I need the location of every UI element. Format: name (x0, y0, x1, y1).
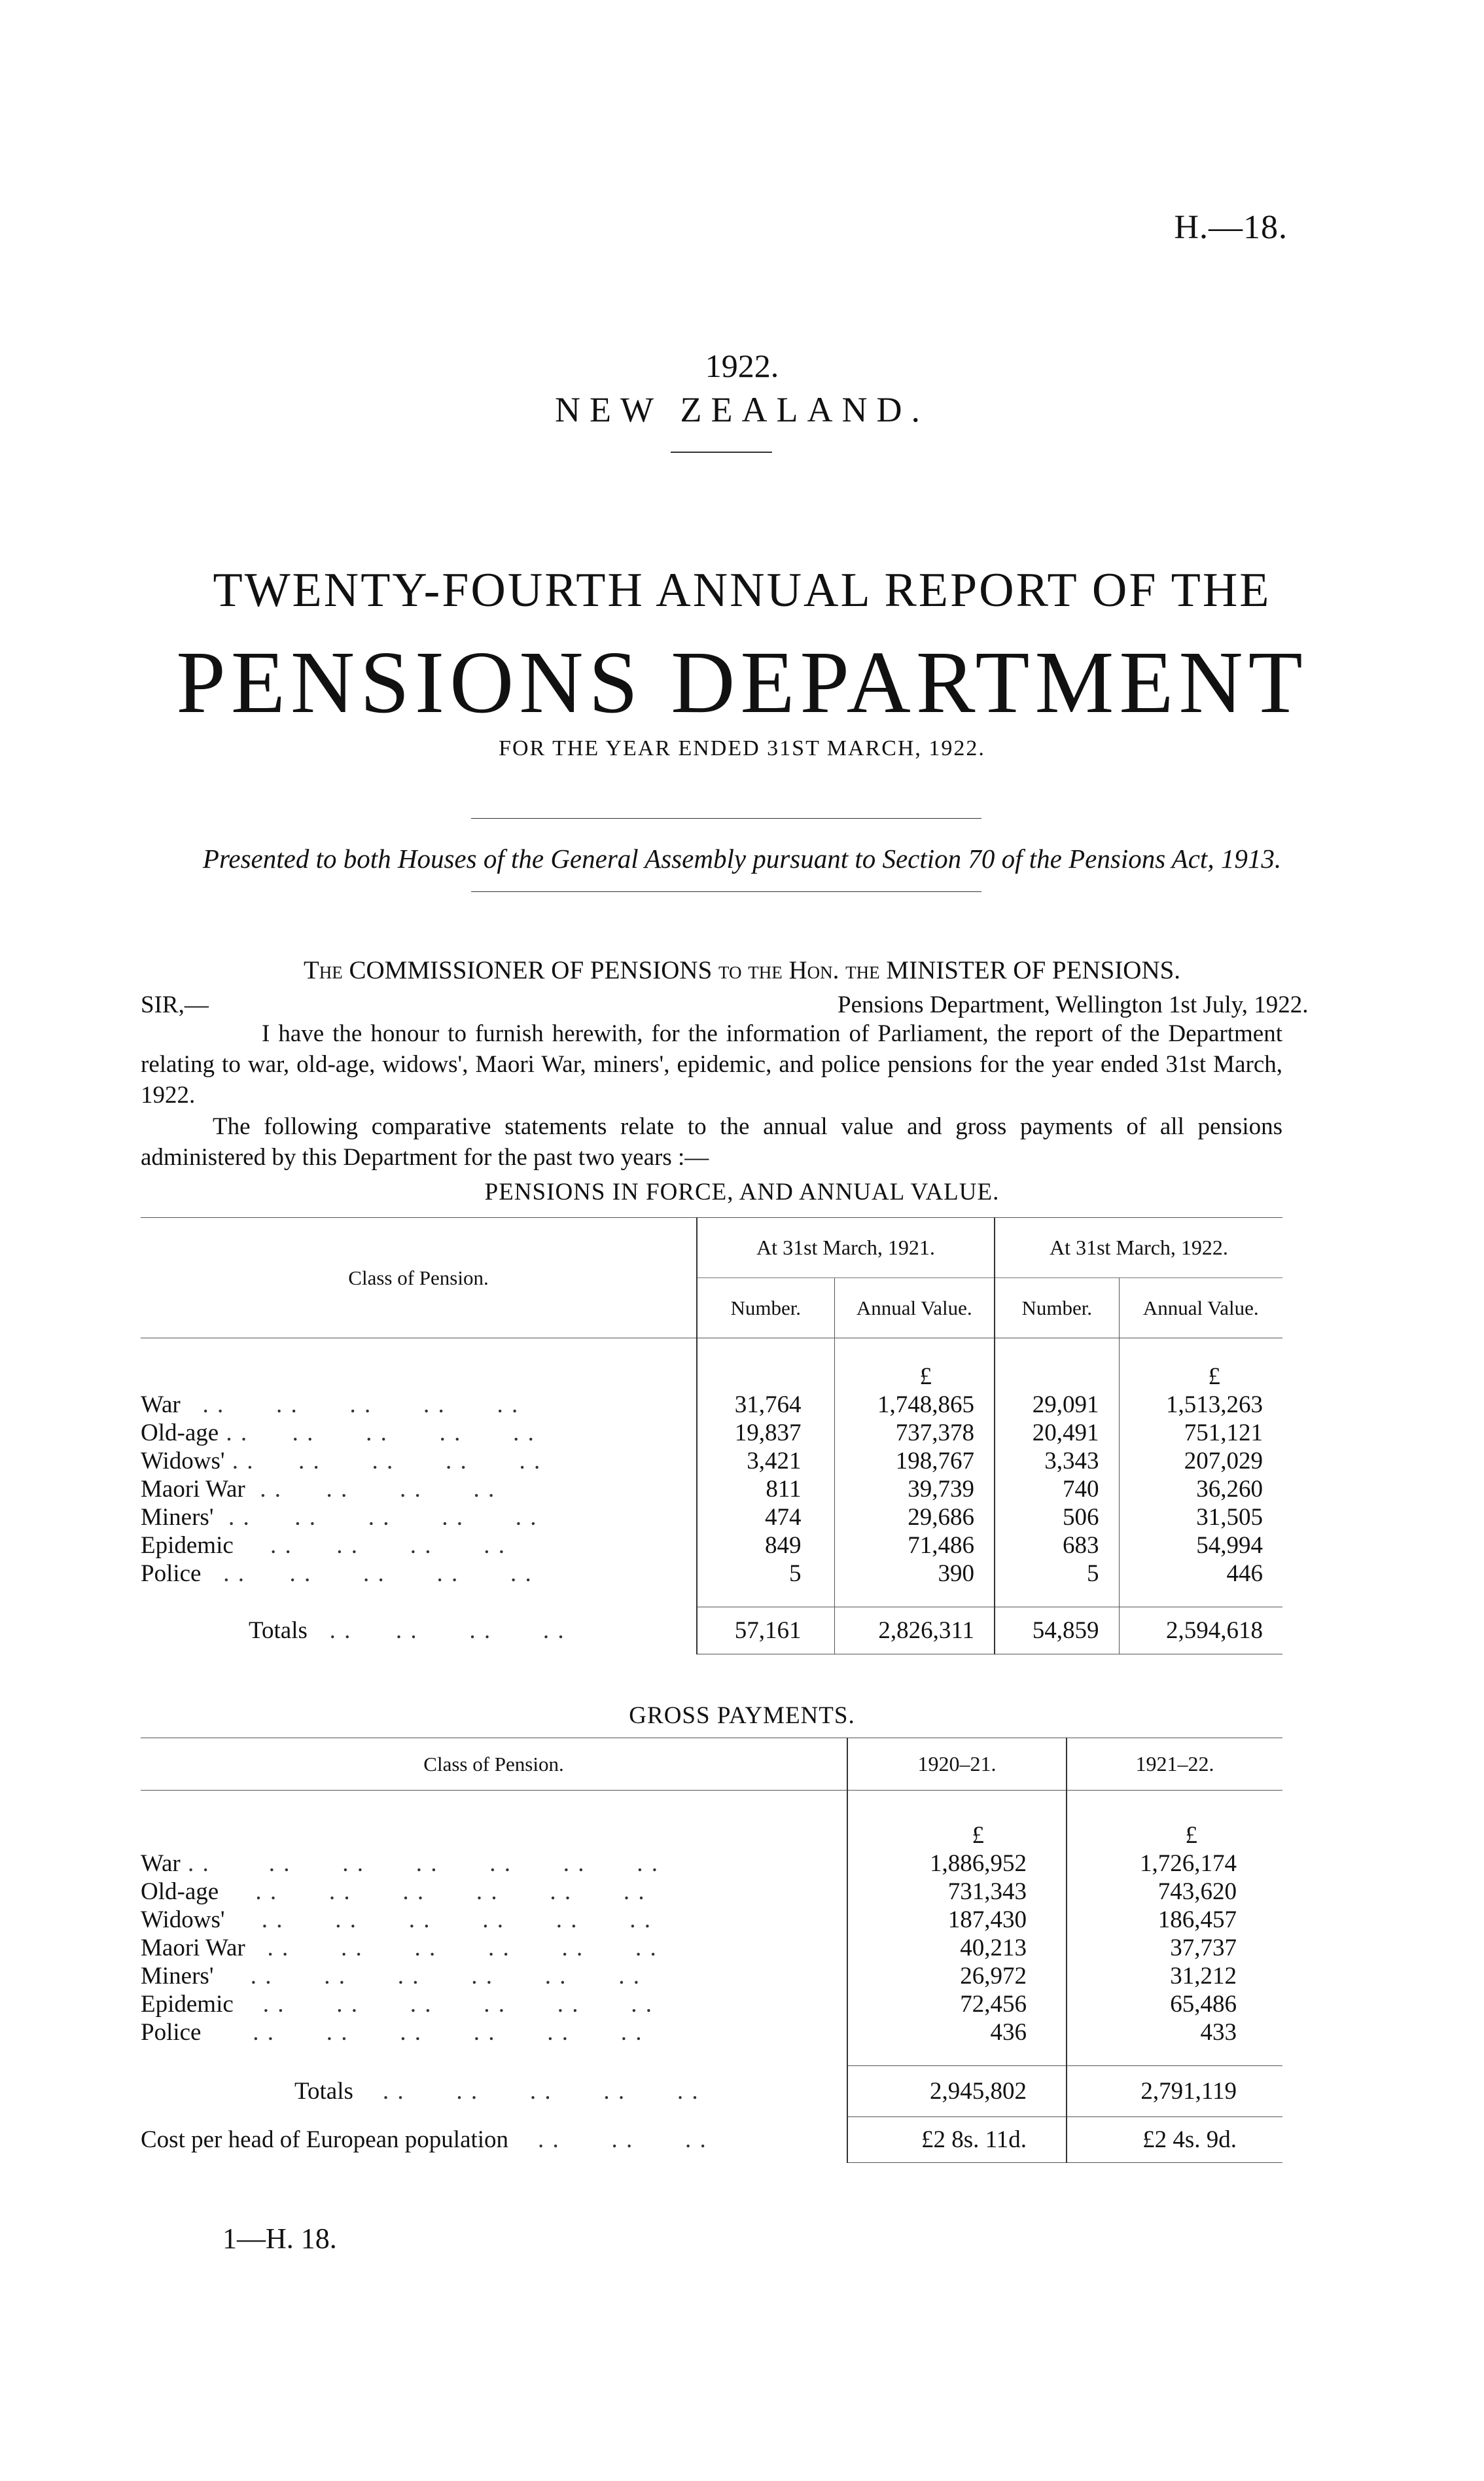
table-row: Police . . . . . . . . . . . . 436 433 (141, 2018, 1282, 2046)
table-row: War . . . . . . . . . . . . . . 1,886,952 1,726,174 (141, 1849, 1282, 1878)
number-cell: 5 (995, 1560, 1119, 1588)
year-1921-22-header: 1921–22. (1067, 1738, 1282, 1791)
table-row: Maori War . . . . . . . . . . . . 40,213 37,737 (141, 1934, 1282, 1962)
total-payment-cell: 2,791,119 (1067, 2066, 1282, 2117)
value-cell: 71,486 (834, 1531, 995, 1560)
class-label: Widows' (141, 1447, 225, 1474)
table-row: Widows' . . . . . . . . . . 3,421 198,767 3,343 207,029 (141, 1447, 1282, 1475)
number-cell: 849 (697, 1531, 834, 1560)
value-cell: 751,121 (1119, 1419, 1282, 1447)
value-cell: 390 (834, 1560, 995, 1588)
gross-payments-table (141, 1738, 1282, 2163)
title-line-2: PENSIONS DEPARTMENT (176, 634, 1308, 732)
value-1922-header: Annual Value. (1119, 1278, 1282, 1338)
table-row: War . . . . . . . . . . 31,764 1,748,865 29,091 1,513,263 (141, 1391, 1282, 1419)
payment-cell: 40,213 (847, 1934, 1067, 1962)
number-cell: 20,491 (995, 1419, 1119, 1447)
class-label: Maori War (141, 1475, 245, 1503)
table-row: Police . . . . . . . . . . 5 390 5 446 (141, 1560, 1282, 1588)
cost-cell: £2 8s. 11d. (847, 2117, 1067, 2163)
payment-cell: 31,212 (1067, 1962, 1282, 1990)
class-label: War (141, 1849, 181, 1877)
payment-cell: 433 (1067, 2018, 1282, 2046)
number-cell: 474 (697, 1503, 834, 1531)
number-cell: 683 (995, 1531, 1119, 1560)
title-line-3: FOR THE YEAR ENDED 31ST MARCH, 1922. (499, 736, 985, 760)
cost-per-head-row: Cost per head of European population . . . . . . £2 8s. 11d. £2 4s. 9d. (141, 2117, 1282, 2163)
payment-cell: 187,430 (847, 1906, 1067, 1934)
class-of-pension-header: Class of Pension. (141, 1738, 847, 1791)
period-1922-header: At 31st March, 1922. (995, 1218, 1282, 1278)
class-label: Police (141, 2018, 202, 2046)
value-cell: 54,994 (1119, 1531, 1282, 1560)
cost-cell: £2 4s. 9d. (1067, 2117, 1282, 2163)
value-cell: 1,748,865 (834, 1391, 995, 1419)
value-1921-header: Annual Value. (834, 1278, 995, 1338)
totals-row: Totals . . . . . . . . . . 2,945,802 2,791,119 (141, 2066, 1282, 2117)
class-label: Epidemic (141, 1531, 234, 1559)
payment-cell: 731,343 (847, 1878, 1067, 1906)
currency-symbol: £ (1067, 1791, 1282, 1849)
table-row: Old-age . . . . . . . . . . 19,837 737,378 20,491 751,121 (141, 1419, 1282, 1447)
number-cell: 31,764 (697, 1391, 834, 1419)
number-cell: 3,343 (995, 1447, 1119, 1475)
value-cell: 29,686 (834, 1503, 995, 1531)
currency-symbol: £ (847, 1791, 1067, 1849)
payment-cell: 186,457 (1067, 1906, 1282, 1934)
class-label: Miners' (141, 1962, 214, 1990)
totals-label: Totals (249, 1617, 308, 1644)
letter-paragraph-2: The following comparative statements relate to the annual value and gross payments of all pensions administered by this Department for the past two years :— (141, 1113, 1282, 1171)
number-cell: 19,837 (697, 1419, 834, 1447)
totals-label: Totals (294, 2078, 353, 2105)
number-cell: 3,421 (697, 1447, 834, 1475)
table-row: Epidemic . . . . . . . . . . . . 72,456 65,486 (141, 1990, 1282, 2018)
year-1920-21-header: 1920–21. (847, 1738, 1067, 1791)
payment-cell: 1,726,174 (1067, 1849, 1282, 1878)
total-number-cell: 57,161 (697, 1607, 834, 1654)
divider (671, 452, 772, 453)
number-cell: 5 (697, 1560, 834, 1588)
table-row: Miners' . . . . . . . . . . . . 26,972 31,212 (141, 1962, 1282, 1990)
payment-cell: 65,486 (1067, 1990, 1282, 2018)
value-cell: 207,029 (1119, 1447, 1282, 1475)
value-cell: 446 (1119, 1560, 1282, 1588)
table2-title: GROSS PAYMENTS. (629, 1702, 855, 1729)
currency-symbol: £ (1119, 1338, 1282, 1391)
class-label: Maori War (141, 1934, 245, 1961)
payment-cell: 1,886,952 (847, 1849, 1067, 1878)
number-1921-header: Number. (697, 1278, 834, 1338)
report-year: 1922. (705, 348, 779, 384)
class-label: War (141, 1391, 181, 1418)
value-cell: 1,513,263 (1119, 1391, 1282, 1419)
number-1922-header: Number. (995, 1278, 1119, 1338)
title-line-1: TWENTY-FOURTH ANNUAL REPORT OF THE (213, 563, 1271, 617)
presented-note: Presented to both Houses of the General Assembly pursuant to Section 70 of the Pensions Act, 1913. (202, 844, 1282, 874)
cost-label: Cost per head of European population (141, 2126, 509, 2153)
divider (471, 891, 981, 892)
number-cell: 740 (995, 1475, 1119, 1503)
payment-cell: 743,620 (1067, 1878, 1282, 1906)
number-cell: 29,091 (995, 1391, 1119, 1419)
class-label: Old-age (141, 1878, 219, 1905)
class-label: Old-age (141, 1419, 219, 1446)
table-row: Miners' . . . . . . . . . . 474 29,686 506 31,505 (141, 1503, 1282, 1531)
value-cell: 36,260 (1119, 1475, 1282, 1503)
class-label: Police (141, 1560, 202, 1587)
currency-symbol: £ (834, 1338, 995, 1391)
country-heading: NEW ZEALAND. (555, 390, 929, 429)
class-label: Epidemic (141, 1990, 234, 2018)
payment-cell: 72,456 (847, 1990, 1067, 2018)
number-cell: 506 (995, 1503, 1119, 1531)
payment-cell: 37,737 (1067, 1934, 1282, 1962)
value-cell: 39,739 (834, 1475, 995, 1503)
divider (471, 818, 981, 819)
pensions-in-force-table (141, 1217, 1282, 1654)
class-of-pension-header: Class of Pension. (141, 1218, 697, 1338)
value-cell: 31,505 (1119, 1503, 1282, 1531)
payment-cell: 26,972 (847, 1962, 1067, 1990)
total-value-cell: 2,594,618 (1119, 1607, 1282, 1654)
letter-salutation: SIR,— (141, 991, 209, 1018)
value-cell: 737,378 (834, 1419, 995, 1447)
number-cell: 811 (697, 1475, 834, 1503)
total-payment-cell: 2,945,802 (847, 2066, 1067, 2117)
payment-cell: 436 (847, 2018, 1067, 2046)
page-footer: 1—H. 18. (222, 2222, 337, 2255)
totals-row: Totals . . . . . . . . 57,161 2,826,311 54,859 2,594,618 (141, 1607, 1282, 1654)
letter-paragraph-1: I have the honour to furnish herewith, for the information of Parliament, the report of the Department relating to war, old-age, widows', Maori War, miners', epidemic, and police pensions for the year ended 31st March, 1922. (141, 1020, 1282, 1109)
total-value-cell: 2,826,311 (834, 1607, 995, 1654)
value-cell: 198,767 (834, 1447, 995, 1475)
period-1921-header: At 31st March, 1921. (697, 1218, 995, 1278)
document-reference: H.—18. (1174, 209, 1288, 246)
table-row: Old-age . . . . . . . . . . . . 731,343 743,620 (141, 1878, 1282, 1906)
letter-heading: The COMMISSIONER OF PENSIONS to the Hon. the MINISTER OF PENSIONS. (303, 956, 1181, 984)
total-number-cell: 54,859 (995, 1607, 1119, 1654)
table1-title: PENSIONS IN FORCE, AND ANNUAL VALUE. (484, 1179, 1000, 1205)
table-row: Widows' . . . . . . . . . . . . 187,430 186,457 (141, 1906, 1282, 1934)
table-row: Maori War . . . . . . . . 811 39,739 740 36,260 (141, 1475, 1282, 1503)
class-label: Miners' (141, 1503, 214, 1531)
class-label: Widows' (141, 1906, 225, 1933)
table-row: Epidemic . . . . . . . . 849 71,486 683 54,994 (141, 1531, 1282, 1560)
letter-address: Pensions Department, Wellington 1st July, 1922. (838, 991, 1309, 1018)
